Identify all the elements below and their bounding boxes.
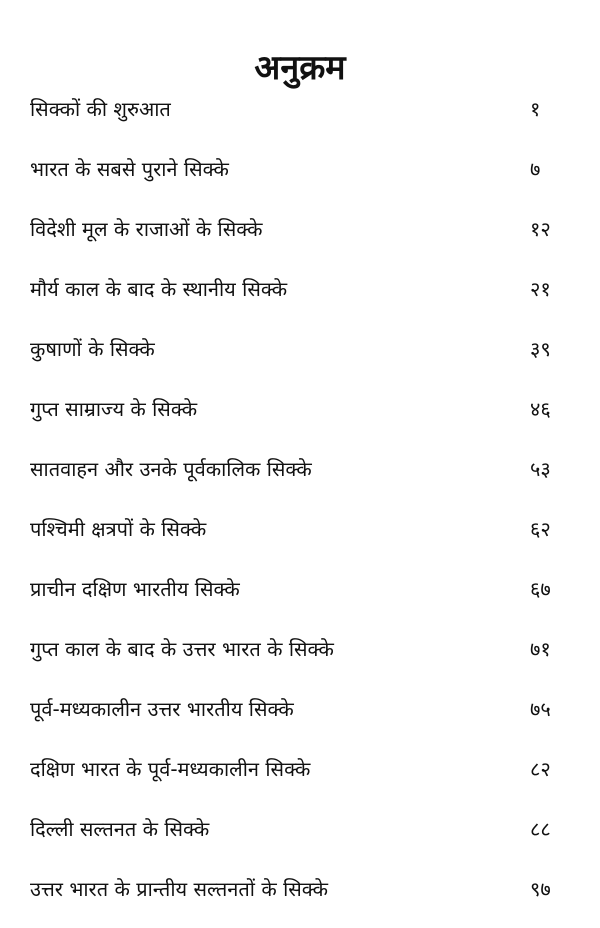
toc-entry: [30, 388, 570, 448]
toc-entry-title: दक्षिण भारत के पूर्व-मध्यकालीन सिक्के: [30, 757, 311, 781]
toc-entry-title: गुप्त काल के बाद के उत्तर भारत के सिक्के: [30, 637, 334, 661]
toc-entry-page: ३९: [530, 337, 551, 361]
toc-entry-page: २१: [530, 277, 551, 301]
toc-entry: [30, 688, 570, 748]
toc-entry: [30, 568, 570, 628]
toc-entry: [30, 748, 570, 808]
toc-entry: [30, 868, 570, 928]
toc-entry: [30, 88, 570, 148]
toc-entry: [30, 448, 570, 508]
toc-entry-page: १२: [530, 217, 551, 241]
toc-entry-page: ६२: [530, 517, 551, 541]
toc-entry-title: गुप्त साम्राज्य के सिक्के: [30, 397, 198, 421]
toc-entry-title: पश्चिमी क्षत्रपों के सिक्के: [30, 517, 207, 541]
table-of-contents: [30, 88, 570, 928]
toc-entry-page: ७५: [530, 697, 551, 721]
toc-entry-title: सातवाहन और उनके पूर्वकालिक सिक्के: [30, 457, 312, 481]
toc-entry-page: १: [530, 97, 541, 121]
toc-entry: [30, 628, 570, 688]
toc-entry-page: ८२: [530, 757, 551, 781]
toc-entry-page: ४६: [530, 397, 551, 421]
toc-entry-page: ७१: [530, 637, 551, 661]
toc-entry-title: कुषाणों के सिक्के: [30, 337, 155, 361]
toc-entry-page: ६७: [530, 577, 551, 601]
toc-entry: [30, 328, 570, 388]
toc-entry: [30, 268, 570, 328]
toc-entry-page: ८८: [530, 817, 551, 841]
toc-entry-title: सिक्कों की शुरुआत: [30, 97, 171, 121]
toc-entry-page: ५३: [530, 457, 551, 481]
toc-entry: [30, 148, 570, 208]
toc-entry: [30, 208, 570, 268]
page-title: अनुक्रम: [254, 47, 346, 88]
toc-entry-title: पूर्व-मध्यकालीन उत्तर भारतीय सिक्के: [30, 697, 294, 721]
toc-entry-page: ९७: [530, 877, 551, 901]
toc-entry-title: विदेशी मूल के राजाओं के सिक्के: [30, 217, 263, 241]
toc-entry: [30, 808, 570, 868]
toc-entry-title: प्राचीन दक्षिण भारतीय सिक्के: [30, 577, 240, 601]
toc-entry-title: भारत के सबसे पुराने सिक्के: [30, 157, 229, 181]
toc-entry-title: उत्तर भारत के प्रान्तीय सल्तनतों के सिक्के: [30, 877, 329, 901]
toc-entry-title: मौर्य काल के बाद के स्थानीय सिक्के: [30, 277, 288, 301]
toc-entry-page: ७: [530, 157, 541, 181]
toc-entry-title: दिल्ली सल्तनत के सिक्के: [30, 817, 210, 841]
toc-entry: [30, 508, 570, 568]
